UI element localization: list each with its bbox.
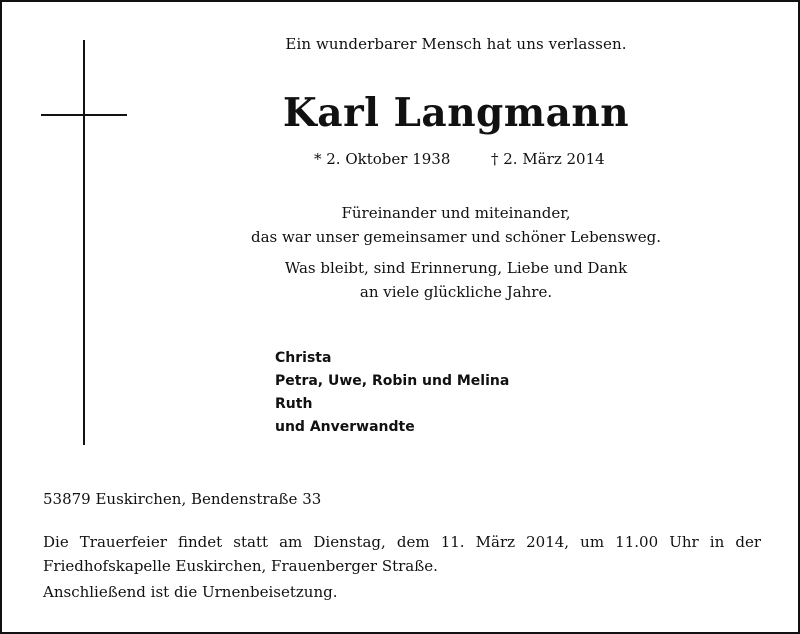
mourners-list: [275, 347, 509, 439]
verse-line: Was bleibt, sind Erinnerung, Liebe und Dank: [284, 259, 628, 277]
mourner-name: Petra, Uwe, Robin und Melina: [275, 373, 510, 389]
deceased-name: Karl Langmann: [282, 90, 630, 136]
verse-line: Füreinander und miteinander,: [341, 204, 571, 222]
verse-line: das war unser gemeinsamer und schöner Lebensweg.: [250, 228, 661, 246]
burial-note: Anschließend ist die Urnenbeisetzung.: [43, 583, 338, 601]
intro-line: Ein wunderbarer Mensch hat uns verlassen.: [285, 35, 627, 53]
family-address: 53879 Euskirchen, Bendenstraße 33: [43, 490, 322, 508]
death-date: † 2. März 2014: [491, 150, 605, 168]
ceremony-details: Die Trauerfeier findet statt am Dienstag, dem 11. März 2014, um 11.00 Uhr in der Friedhofskapelle Euskirchen, Frauenberger Straße.: [43, 533, 761, 575]
mourner-name: Ruth: [275, 396, 313, 412]
mourner-name: Christa: [275, 350, 332, 366]
mourner-name: und Anverwandte: [275, 419, 415, 435]
verse-line: an viele glückliche Jahre.: [359, 283, 553, 301]
birth-date: * 2. Oktober 1938: [314, 150, 451, 168]
